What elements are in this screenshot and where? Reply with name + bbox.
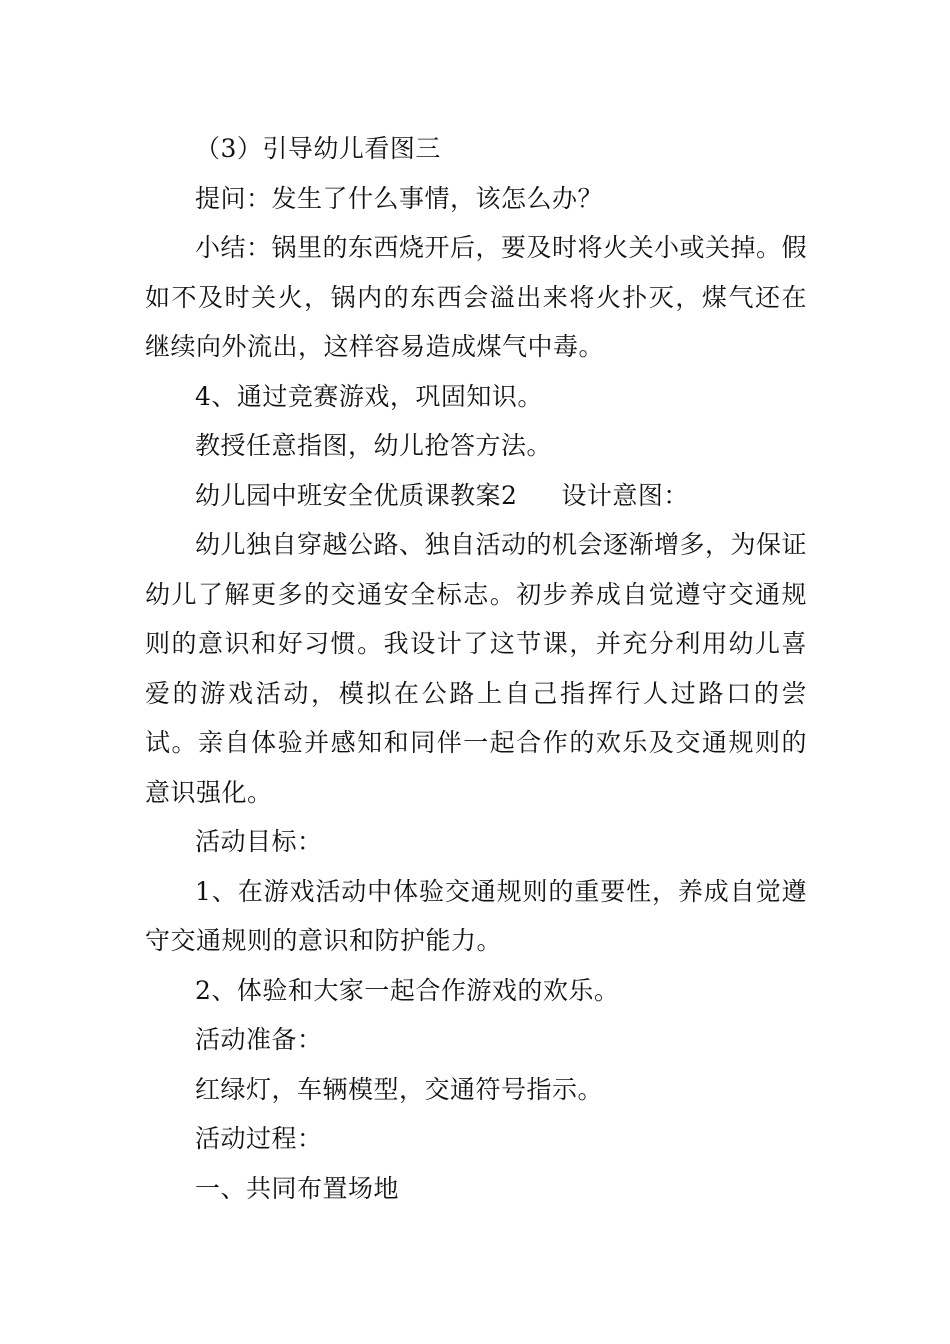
paragraph-design-intent: 幼儿独自穿越公路、独自活动的机会逐渐增多，为保证幼儿了解更多的交通安全标志。初步养成自觉遵守交通规则的意识和好习惯。我设计了这节课，并充分利用幼儿喜爱的游戏活动，模拟在公路上自己指挥行人过路口的尝试。亲自体验并感知和同伴一起合作的欢乐及交通规则的意识强化。 bbox=[145, 530, 808, 807]
paragraph-process-label: 活动过程： bbox=[195, 1124, 323, 1153]
lesson-heading bbox=[145, 471, 807, 521]
paragraph-activity-goals-label: 活动目标： bbox=[195, 827, 323, 856]
paragraph-process-step-1: 一、共同布置场地 bbox=[195, 1173, 400, 1203]
lesson-title: 幼儿园中班安全优质课教案2 bbox=[195, 480, 518, 510]
paragraph-step-3-heading: （3）引导幼儿看图三 bbox=[195, 134, 441, 163]
design-intent-label: 设计意图： bbox=[561, 480, 689, 510]
paragraph-preparation-items: 红绿灯，车辆模型，交通符号指示。 bbox=[195, 1074, 604, 1104]
paragraph-goal-1: 1、在游戏活动中体验交通规则的重要性，养成自觉遵守交通规则的意识和防护能力。 bbox=[145, 876, 807, 955]
paragraph-question: 提问：发生了什么事情，该怎么办？ bbox=[195, 183, 604, 213]
paragraph-step-4: 4、通过竞赛游戏，巩固知识。 bbox=[195, 381, 543, 411]
paragraph-teaching-method: 教授任意指图，幼儿抢答方法。 bbox=[195, 431, 553, 460]
paragraph-preparation-label: 活动准备： bbox=[195, 1025, 323, 1054]
paragraph-goal-2: 2、体验和大家一起合作游戏的欢乐。 bbox=[195, 975, 620, 1005]
document-body bbox=[145, 124, 807, 1213]
paragraph-summary: 小结：锅里的东西烧开后，要及时将火关小或关掉。假如不及时关火，锅内的东西会溢出来将火扑灭，煤气还在继续向外流出，这样容易造成煤气中毒。 bbox=[145, 233, 808, 361]
